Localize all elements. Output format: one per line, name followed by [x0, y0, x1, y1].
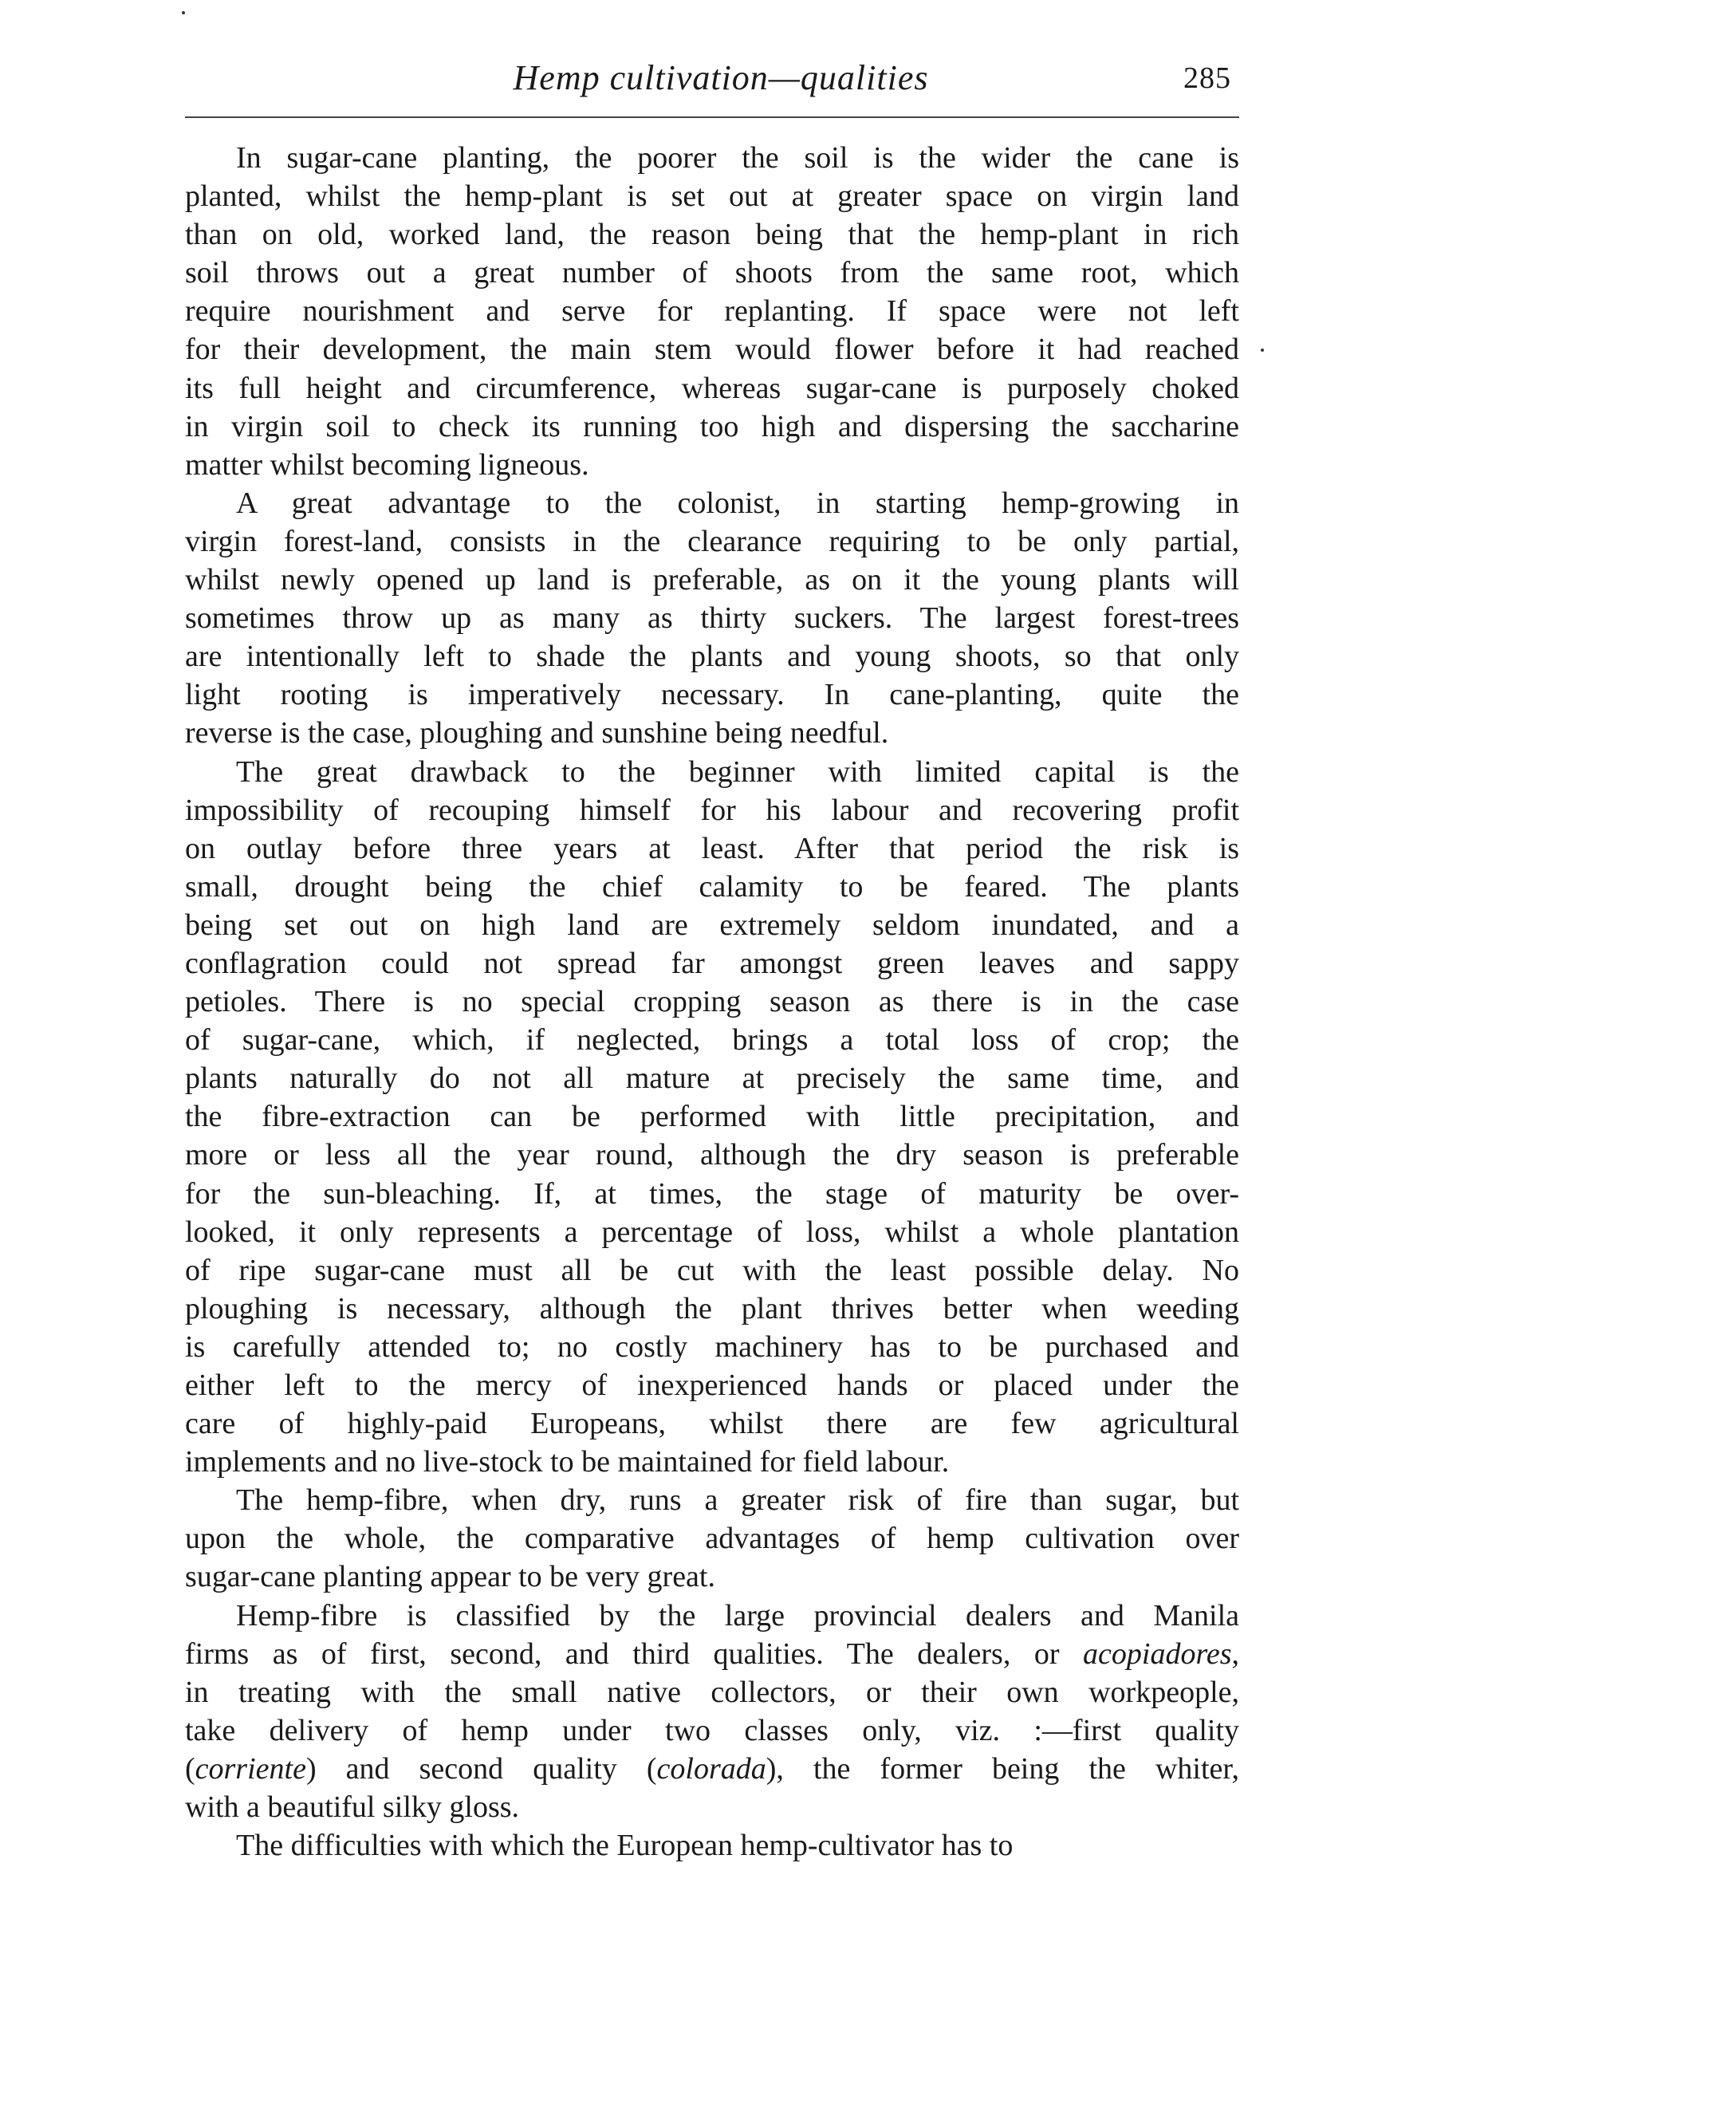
body-text: [185, 139, 1239, 1865]
text-line: implements and no live-stock to be maintained for field labour.: [185, 1445, 950, 1479]
text-line: upon the whole, the comparative advantages of hemp cultivation over: [185, 1522, 1239, 1556]
text-line: take delivery of hemp under two classes only, viz. :—first quality: [185, 1713, 1239, 1747]
text-line: of sugar-cane, which, if neglected, brings a total loss of crop; the: [185, 1023, 1239, 1058]
text-line: with a beautiful silky gloss.: [185, 1790, 520, 1825]
text-line: on outlay before three years at least. After that period the risk is: [185, 831, 1239, 865]
text-line: virgin forest-land, consists in the clearance requiring to be only partial,: [185, 524, 1239, 558]
paragraph: [185, 139, 1239, 484]
text-line: looked, it only represents a percentage of loss, whilst a whole plantation: [185, 1215, 1239, 1249]
text-line: The difficulties with which the European hemp-cultivator has to: [236, 1829, 1014, 1863]
text-line: more or less all the year round, although the dry season is preferable: [185, 1138, 1239, 1172]
text-line: whilst newly opened up land is preferable, as on it the young plants will: [185, 563, 1239, 597]
text-line: in virgin soil to check its running too high and dispersing the saccharine: [185, 409, 1239, 443]
text-line: A great advantage to the colonist, in starting hemp-growing in: [236, 486, 1239, 520]
text-line: of ripe sugar-cane must all be cut with the least possible delay. No: [185, 1253, 1239, 1287]
text-line: reverse is the case, ploughing and sunshine being needful.: [185, 716, 889, 750]
text-line: being set out on high land are extremely seldom inundated, and a: [185, 908, 1239, 942]
header-rule: [185, 116, 1239, 118]
paragraph: [185, 484, 1239, 753]
text-line: sometimes throw up as many as thirty suckers. The largest forest-trees: [185, 601, 1239, 636]
text-line: plants naturally do not all mature at precisely the same time, and: [185, 1061, 1239, 1096]
text-line: are intentionally left to shade the plants and young shoots, so that only: [185, 640, 1239, 674]
text-line: soil throws out a great number of shoots from the same root, which: [185, 256, 1239, 290]
text-line: than on old, worked land, the reason being that the hemp-plant in rich: [185, 218, 1239, 252]
text-line: petioles. There is no special cropping season as there is in the case: [185, 985, 1239, 1019]
text-line: small, drought being the chief calamity to be feared. The plants: [185, 869, 1239, 904]
text-line: The great drawback to the beginner with limited capital is the: [236, 754, 1239, 789]
paragraph: [185, 753, 1239, 1482]
text-line: (corriente) and second quality (colorada), the former being the whiter,: [185, 1751, 1240, 1786]
text-line: In sugar-cane planting, the poorer the soil is the wider the cane is: [236, 141, 1239, 175]
text-line: for their development, the main stem would flower before it had reached: [185, 333, 1239, 367]
scan-speck: [1261, 349, 1264, 352]
running-title: Hemp cultivation—qualities: [513, 58, 929, 97]
text-line: impossibility of recouping himself for his labour and recovering profit: [185, 793, 1239, 827]
text-line: sugar-cane planting appear to be very great.: [185, 1560, 715, 1594]
text-line: Hemp-fibre is classified by the large provincial dealers and Manila: [236, 1598, 1239, 1633]
text-line: for the sun-bleaching. If, at times, the stage of maturity be over-: [185, 1176, 1239, 1211]
text-line: care of highly-paid Europeans, whilst there are few agricultural: [185, 1407, 1239, 1441]
text-line: is carefully attended to; no costly machinery has to be purchased and: [185, 1329, 1239, 1364]
paragraph: [185, 1826, 1239, 1865]
text-line: ploughing is necessary, although the plant thrives better when weeding: [185, 1291, 1239, 1325]
text-line: planted, whilst the hemp-plant is set out at greater space on virgin land: [185, 179, 1239, 214]
text-line: the fibre-extraction can be performed with little precipitation, and: [185, 1100, 1239, 1134]
text-line: in treating with the small native collectors, or their own workpeople,: [185, 1675, 1239, 1709]
text-line: firms as of first, second, and third qualities. The dealers, or acopiadores,: [185, 1636, 1239, 1671]
text-line: its full height and circumference, whereas sugar-cane is purposely choked: [185, 371, 1239, 405]
text-line: The hemp-fibre, when dry, runs a greater risk of fire than sugar, but: [236, 1483, 1239, 1518]
text-line: matter whilst becoming ligneous.: [185, 447, 589, 482]
text-line: either left to the mercy of inexperienced hands or placed under the: [185, 1369, 1239, 1402]
paragraph: [185, 1481, 1239, 1596]
scan-speck: [182, 11, 185, 14]
text-line: require nourishment and serve for replanting. If space were not left: [185, 294, 1239, 329]
running-head: [185, 54, 1238, 102]
paragraph: [185, 1597, 1239, 1827]
page-number: 285: [1183, 61, 1231, 95]
text-line: light rooting is imperatively necessary. In cane-planting, quite the: [185, 678, 1239, 712]
text-line: conflagration could not spread far amongst green leaves and sappy: [185, 946, 1239, 980]
